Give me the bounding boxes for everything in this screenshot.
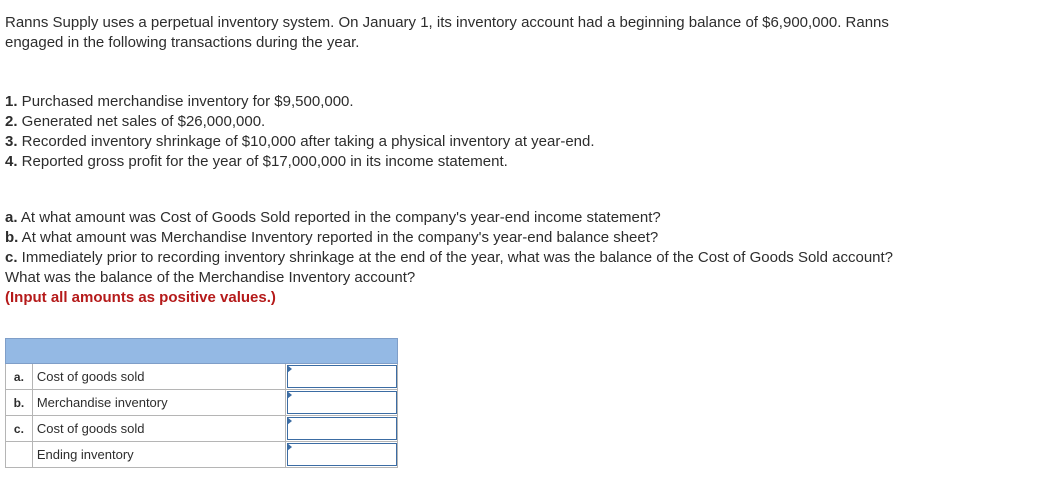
answer-cell (286, 390, 398, 416)
question-item (5, 228, 893, 248)
transaction-item (5, 152, 595, 172)
question-item (5, 208, 893, 228)
question-text: At what amount was Cost of Goods Sold reported in the company's year-end income statement? (17, 209, 661, 226)
transaction-text: Recorded inventory shrinkage of $10,000 after taking a physical inventory at year-end. (17, 133, 595, 150)
transaction-number: 2. (5, 113, 18, 130)
answer-cell (286, 364, 398, 390)
row-label: Merchandise inventory (32, 390, 285, 416)
cell-marker-icon (287, 443, 292, 451)
row-letter: b. (6, 390, 33, 416)
table-row (6, 416, 398, 442)
transaction-item (5, 132, 595, 152)
row-letter: c. (6, 416, 33, 442)
transaction-list (5, 92, 595, 172)
cost-of-goods-sold-input-c[interactable] (287, 417, 397, 440)
answer-table (5, 338, 398, 468)
instruction-note: (Input all amounts as positive values.) (5, 289, 276, 306)
transaction-item (5, 92, 595, 112)
question-text: At what amount was Merchandise Inventory reported in the company's year-end balance sheet? (18, 229, 659, 246)
row-label: Cost of goods sold (32, 416, 285, 442)
problem-intro (5, 13, 889, 53)
intro-line-2: engaged in the following transactions during the year. (5, 34, 360, 51)
transaction-number: 3. (5, 133, 18, 150)
table-row (6, 442, 398, 468)
transaction-text: Purchased merchandise inventory for $9,500,000. (17, 93, 354, 110)
question-letter: b. (5, 229, 19, 246)
question-item (5, 248, 893, 268)
transaction-item (5, 112, 595, 132)
row-label: Ending inventory (32, 442, 285, 468)
cell-marker-icon (287, 365, 292, 373)
row-letter (6, 442, 33, 468)
cost-of-goods-sold-input-a[interactable] (287, 365, 397, 388)
answer-cell (286, 442, 398, 468)
ending-inventory-input[interactable] (287, 443, 397, 466)
row-label: Cost of goods sold (32, 364, 285, 390)
table-row (6, 364, 398, 390)
transaction-number: 4. (5, 153, 18, 170)
row-letter: a. (6, 364, 33, 390)
transaction-number: 1. (5, 93, 18, 110)
question-continuation: What was the balance of the Merchandise Inventory account? (5, 269, 416, 286)
cell-marker-icon (287, 417, 292, 425)
answer-cell (286, 416, 398, 442)
cell-marker-icon (287, 391, 292, 399)
table-header-row (6, 339, 398, 364)
question-list (5, 208, 893, 308)
question-letter: c. (5, 249, 18, 266)
question-letter: a. (5, 209, 18, 226)
transaction-text: Reported gross profit for the year of $17,000,000 in its income statement. (17, 153, 508, 170)
intro-line-1: Ranns Supply uses a perpetual inventory system. On January 1, its inventory account had a beginning balance of $6,900,000. Ranns (5, 14, 889, 31)
merchandise-inventory-input-b[interactable] (287, 391, 397, 414)
table-header-cell (6, 339, 398, 364)
transaction-text: Generated net sales of $26,000,000. (17, 113, 266, 130)
question-text: Immediately prior to recording inventory shrinkage at the end of the year, what was the balance of the Cost of Goods Sold account? (17, 249, 894, 266)
table-row (6, 390, 398, 416)
